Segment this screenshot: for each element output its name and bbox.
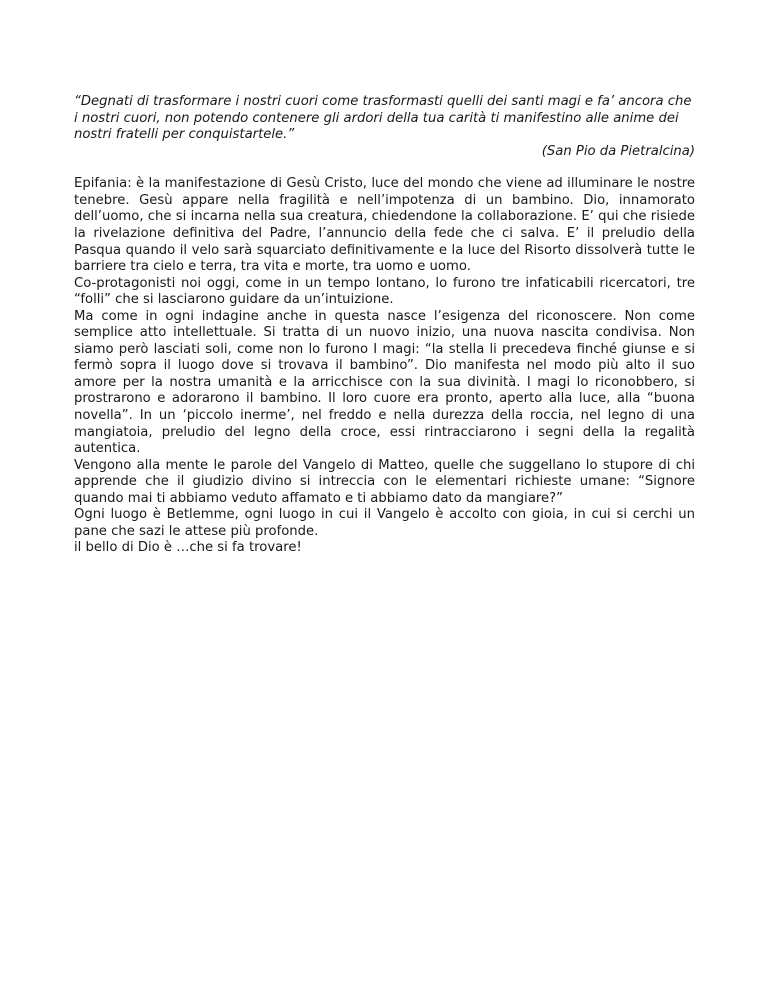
paragraph-betlemme: Ogni luogo è Betlemme, ogni luogo in cui il Vangelo è accolto con gioia, in cui si cerchi un pane che sazi le attese più profonde. [74, 507, 695, 539]
paragraph-coprotagonisti: Co-protagonisti noi oggi, come in un tempo lontano, lo furono tre infaticabili ricercatori, tre “folli” che si lasciarono guidare da un’intuizione. [74, 275, 695, 308]
document-page [74, 94, 695, 557]
paragraph-vangelo-matteo: Vengono alla mente le parole del Vangelo di Matteo, quelle che suggellano lo stupore di chi apprende che il giudizio divino si intreccia con le elementari richieste umane: “Signore quando mai ti abbiamo veduto affamato e ti abbiamo dato da mangiare?” [74, 457, 695, 506]
document-body [74, 176, 695, 557]
epigraph [74, 94, 695, 144]
epigraph-quote: “Degnati di trasformare i nostri cuori come trasformasti quelli dei santi magi e fa’ ancora che i nostri cuori, non potendo contenere gli ardori della tua carità ti manifestino alle anime dei nostri fratelli per conquistartele.” [74, 94, 692, 143]
paragraph-indagine: Ma come in ogni indagine anche in questa nasce l’esigenza del riconoscere. Non come semplice atto intellettuale. Si tratta di un nuovo inizio, una nuova nascita condivisa. Non siamo però lasciati soli, come non lo furono I magi: “la stella li precedeva finché giunse e si fermò sopra il luogo dove si trovava il bambino”. Dio manifesta nel modo più alto il suo amore per la nostra umanità e la arricchisce con la sua divinità. I magi lo riconobbero, si prostrarono e adorarono il bambino. Il loro cuore era pronto, aperto alla luce, alla “buona novella”. In un ‘piccolo inerme’, nel freddo e nella durezza della roccia, nel legno di una mangiatoia, preludio del legno della croce, essi rintracciarono i segni della la regalità autentica. [74, 308, 695, 457]
paragraph-epifania: Epifania: è la manifestazione di Gesù Cristo, luce del mondo che viene ad illuminare le nostre tenebre. Gesù appare nella fragilità e nell’impotenza di un bambino. Dio, innamorato dell’uomo, che si incarna nella sua creatura, chiedendone la collaborazione. E’ qui che risiede la rivelazione definitiva del Padre, l’annuncio della fede che ci salva. E’ il preludio della Pasqua quando il velo sarà squarciato definitivamente e la luce del Risorto dissolverà tutte le barriere tra cielo e terra, tra vita e morte, tra uomo e uomo. [74, 176, 695, 275]
paragraph-closing: il bello di Dio è …che si fa trovare! [74, 540, 302, 556]
epigraph-attribution: (San Pio da Pietralcina) [541, 143, 695, 159]
